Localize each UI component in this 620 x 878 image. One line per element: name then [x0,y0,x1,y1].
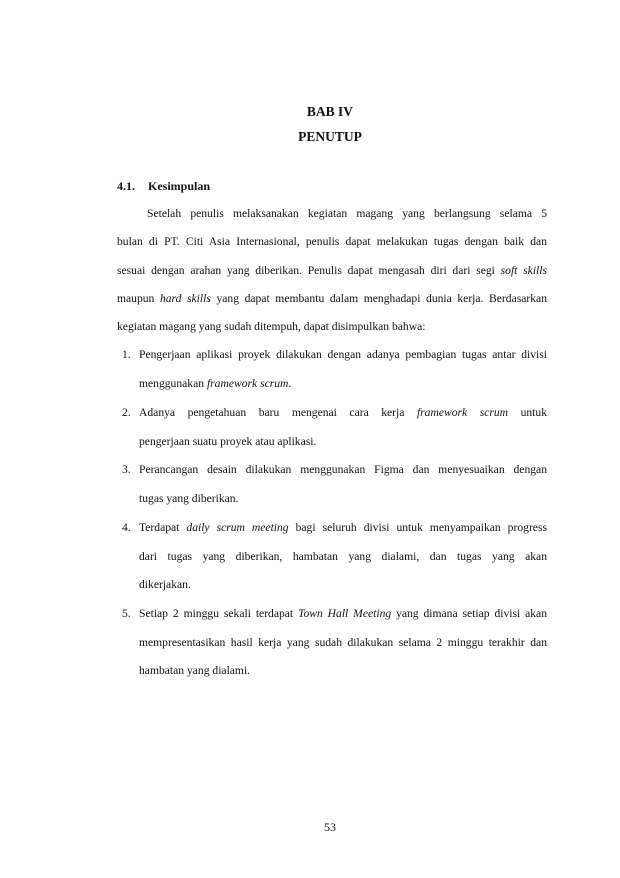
list-item-line [139,377,547,391]
list-text: . [288,377,292,390]
paragraph-italic-term: soft skills [500,264,547,277]
list-item-number: 2. [122,406,131,419]
list-item-number: 5. [122,607,131,620]
paragraph-line-5: kegiatan magang yang sudah ditempuh, dapat disimpulkan bahwa: [117,320,426,333]
list-item-line: hambatan yang dialami. [139,664,251,677]
list-item-line: dari tugas yang diberikan, hambatan yang dialami, dan tugas yang akan [139,550,547,563]
list-italic-term: daily scrum meeting [186,521,289,534]
paragraph-line-2: bulan di PT. Citi Asia Internasional, penulis dapat melakukan tugas dengan baik dan [117,235,547,248]
list-text: bagi seluruh divisi untuk menyampaikan progress [288,521,547,534]
section-heading [117,179,210,194]
paragraph-line-3 [117,264,547,278]
list-item-line [139,521,547,535]
list-item-line: pengerjaan suatu proyek atau aplikasi. [139,435,317,448]
list-item-line: mempresentasikan hasil kerja yang sudah dilakukan selama 2 minggu terakhir dan [139,636,547,649]
list-italic-term: Town Hall Meeting [298,607,392,620]
list-item-line: tugas yang diberikan. [139,492,239,505]
chapter-number: BAB IV [306,104,354,119]
list-item-line: dikerjakan. [139,578,191,591]
list-item-line: Pengerjaan aplikasi proyek dilakukan dengan adanya pembagian tugas antar divisi [139,348,547,361]
list-item-line [139,607,547,621]
list-italic-term: framework scrum [416,406,509,419]
list-item-number: 1. [122,348,131,361]
paragraph-line-4 [117,292,547,306]
paragraph-line-1: Setelah penulis melaksanakan kegiatan magang yang berlangsung selama 5 [147,207,547,220]
list-italic-term: framework scrum [206,377,289,390]
paragraph-text: yang dapat membantu dalam menghadapi dunia kerja. Berdasarkan [210,292,547,305]
paragraph-text: sesuai dengan arahan yang diberikan. Penulis dapat mengasah diri dari segi [117,264,501,277]
list-text: menggunakan [139,377,207,390]
page-number: 53 [324,820,336,834]
section-title: Kesimpulan [148,179,211,193]
list-item-line: Perancangan desain dilakukan menggunakan Figma dan menyesuaikan dengan [139,463,547,476]
list-item-line [139,406,547,420]
chapter-title: PENUTUP [298,129,362,144]
list-text: Setiap 2 minggu sekali terdapat [139,607,299,620]
list-text: Terdapat [139,521,187,534]
paragraph-italic-term: hard skills [159,292,211,305]
list-text: yang dimana setiap divisi akan [391,607,548,620]
list-text: untuk [508,406,547,419]
list-text: Adanya pengetahuan baru mengenai cara kerja [139,406,417,419]
section-number: 4.1. [117,179,135,193]
list-item-number: 4. [122,521,131,534]
list-item-number: 3. [122,463,131,476]
paragraph-text: maupun [117,292,160,305]
